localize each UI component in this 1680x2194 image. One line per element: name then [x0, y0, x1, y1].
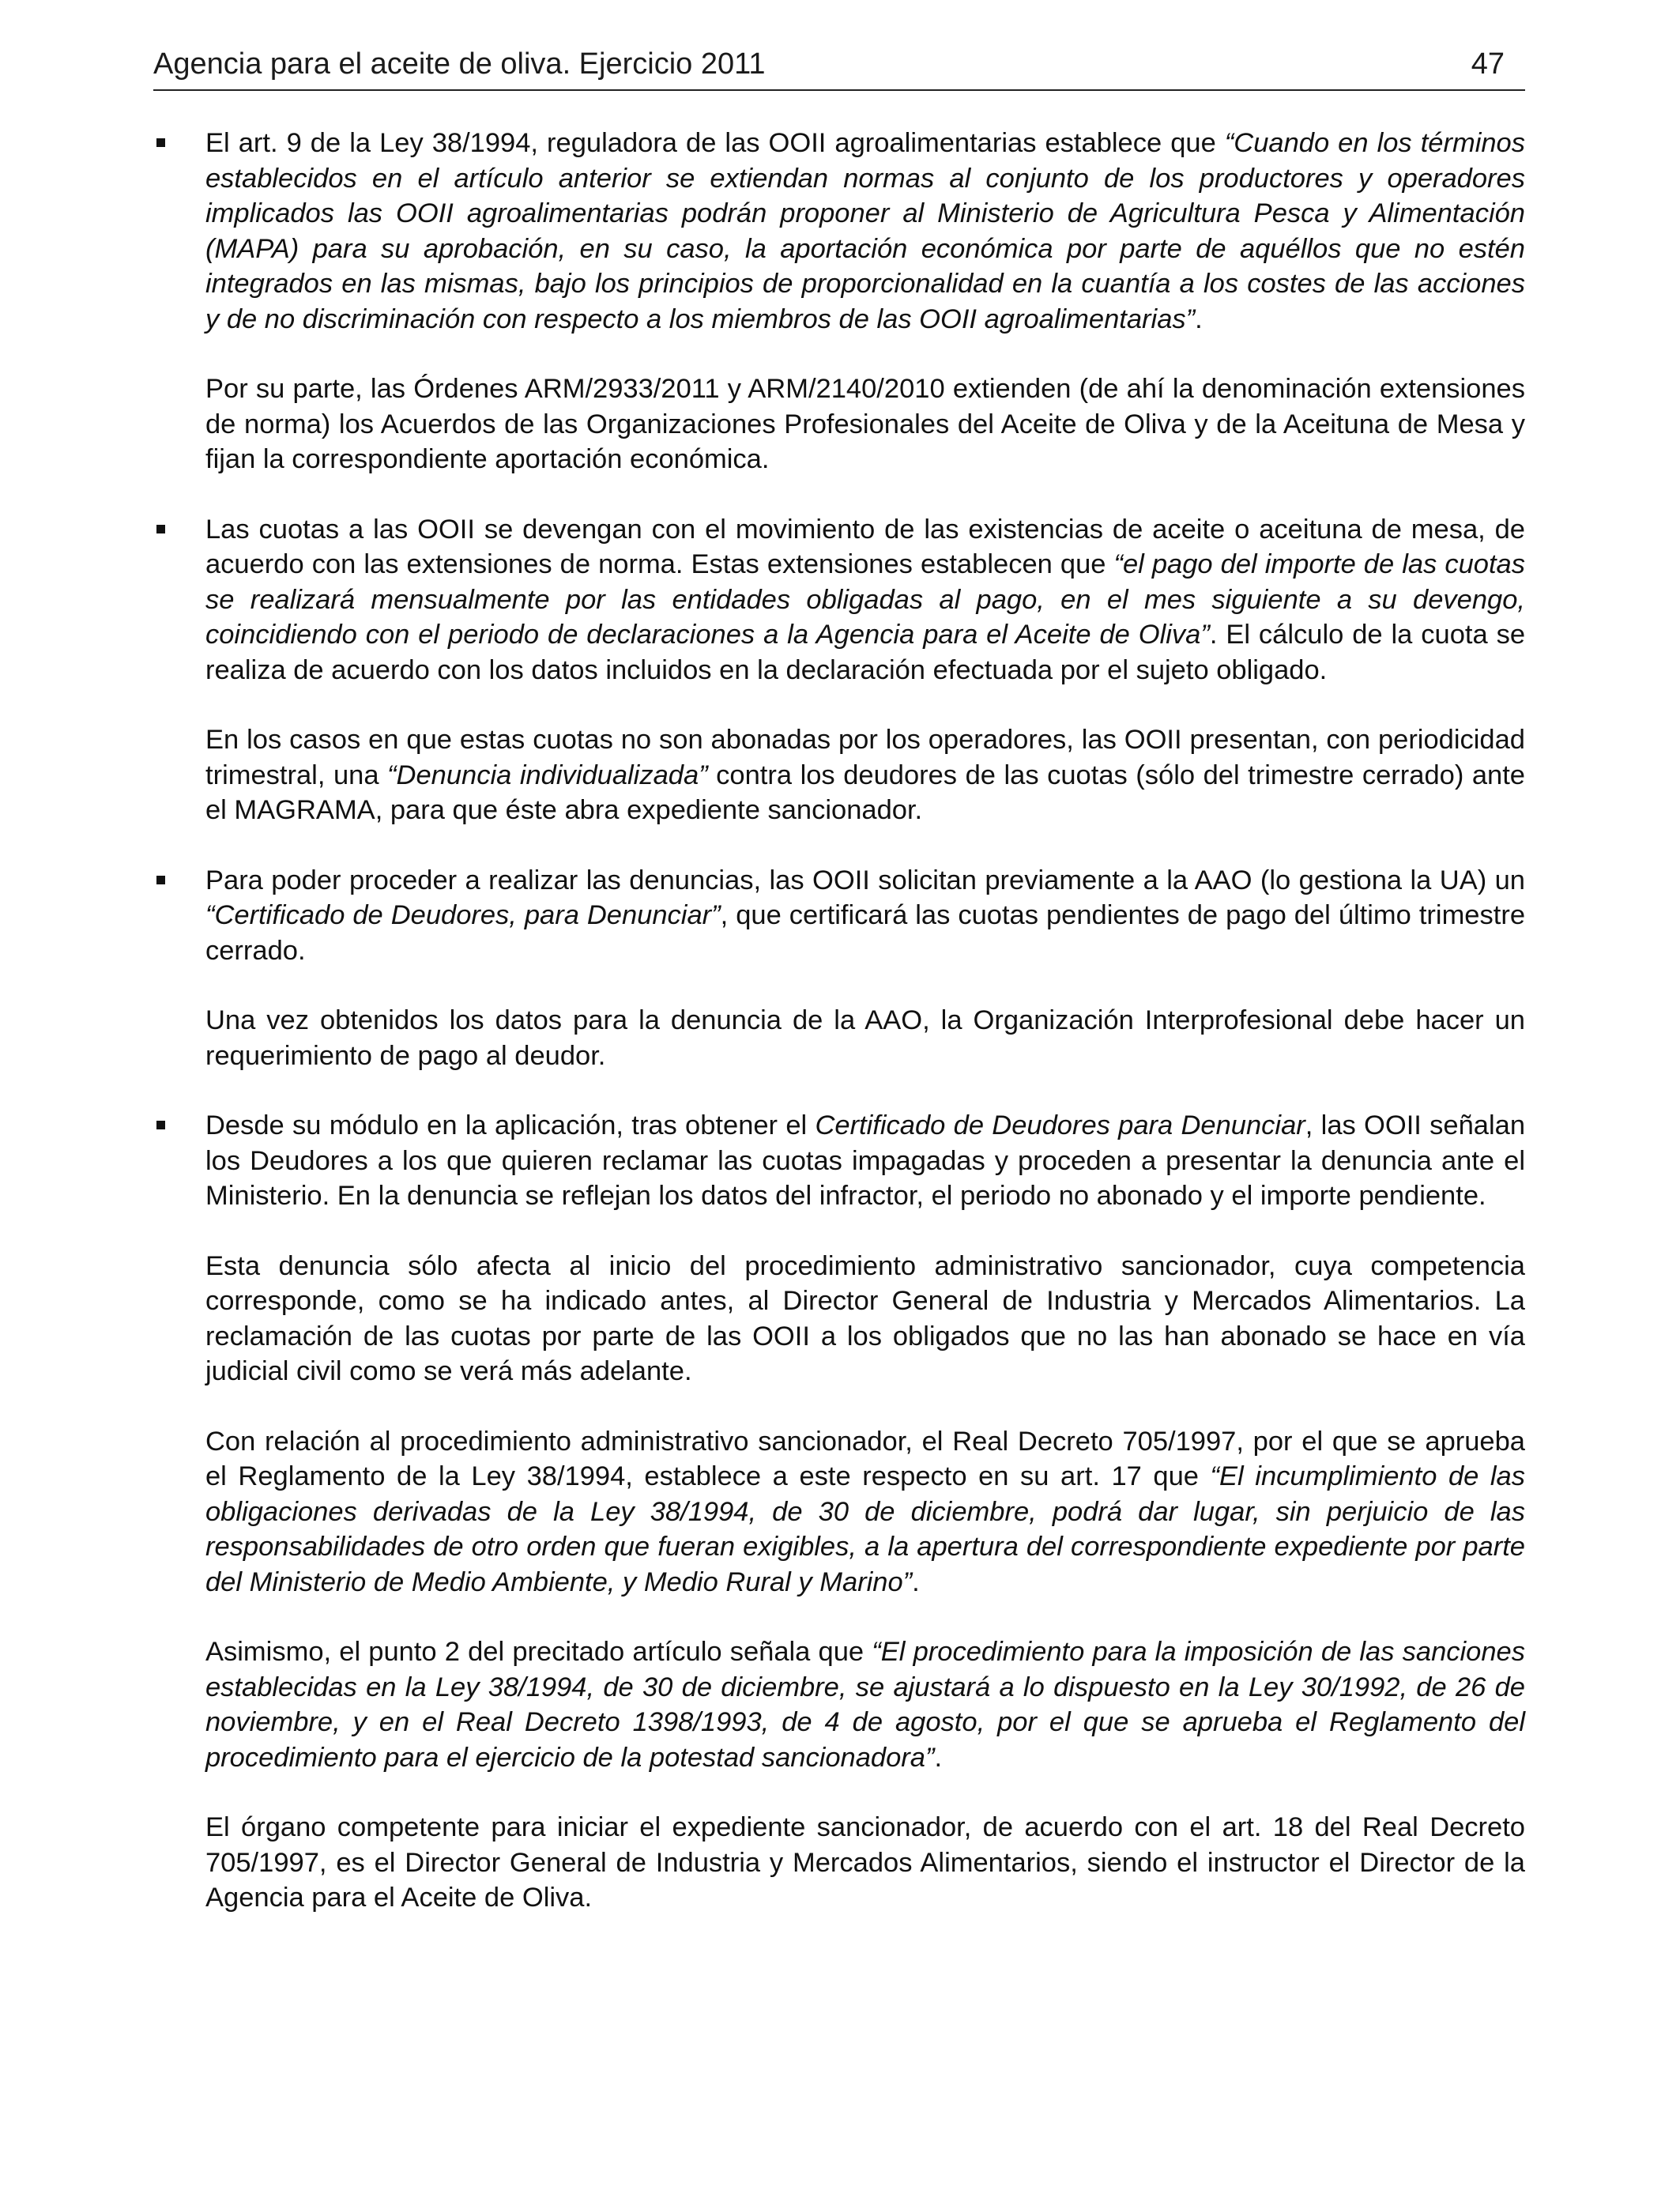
text-run: Para poder proceder a realizar las denuncias, las OOII solicitan previamente a la AAO (lo gestiona la UA) un	[205, 865, 1525, 895]
bullet-square-icon	[156, 525, 165, 533]
paragraph-text	[205, 512, 1525, 688]
bullet-item	[153, 126, 1525, 337]
quoted-text: “Denuncia individualizada”	[387, 760, 708, 790]
quoted-text: “Certificado de Deudores, para Denunciar”	[205, 900, 721, 930]
bullet-item	[153, 512, 1525, 688]
bullet-square-icon	[156, 876, 165, 884]
text-run: El órgano competente para iniciar el expediente sancionador, de acuerdo con el art. 18 del Real Decreto 705/1997, es el Director General de Industria y Mercados Alimentarios, siendo el instructor el Director de la Agencia para el Aceite de Oliva.	[205, 1812, 1525, 1913]
text-run: , las OOII señalan los Deudores a los que quieren reclamar las cuotas impagadas y proceden a presentar la denuncia ante el Ministerio. En la denuncia se reflejan los datos del infractor, el periodo no abonado y el importe pendiente.	[205, 1110, 1526, 1211]
bullet-item	[153, 1108, 1525, 1214]
text-run: .	[912, 1566, 920, 1597]
quoted-text: Certificado de Deudores para Denunciar	[815, 1110, 1305, 1140]
paragraph-block	[153, 722, 1525, 828]
paragraph-text	[205, 1003, 1525, 1073]
quoted-text: “el pago del importe de las cuotas se realizará mensualmente por las entidades obligadas al pago, en el mes siguiente a su devengo, coincidiendo con el periodo de declaraciones a la Agencia para el Aceite de Oliva”	[205, 549, 1525, 650]
bullet-square-icon	[156, 1121, 165, 1129]
bullet-item	[153, 863, 1525, 969]
text-run: Por su parte, las Órdenes ARM/2933/2011 y ARM/2140/2010 extienden (de ahí la denominación extensiones de norma) los Acuerdos de las Organizaciones Profesionales del Aceite de Oliva y de la Aceituna de Mesa y fijan la correspondiente aportación económica.	[205, 374, 1525, 474]
paragraph-text	[205, 1634, 1525, 1775]
document-body	[153, 126, 1525, 1916]
text-run: contra los deudores de las cuotas (sólo del trimestre cerrado) ante el MAGRAMA, para que éste abra expediente sancionador.	[205, 760, 1525, 825]
text-run: Con relación al procedimiento administrativo sancionador, el Real Decreto 705/1997, por el que se aprueba el Reglamento de la Ley 38/1994, establece a este respecto en su art. 17 que	[205, 1426, 1525, 1491]
paragraph-block	[153, 371, 1525, 477]
quoted-text: “Cuando en los términos establecidos en el artículo anterior se extiendan normas al conjunto de los productores y operadores implicados las OOII agroalimentarias podrán proponer al Ministerio de Agricultura Pesca y Alimentación (MAPA) para su aprobación, en su caso, la aportación económica por parte de aquéllos que no estén integrados en las mismas, bajo los principios de proporcionalidad en la cuantía a los costes de las acciones y de no discriminación con respecto a los miembros de las OOII agroalimentarias”	[205, 128, 1525, 334]
paragraph-text	[205, 1810, 1525, 1916]
paragraph-text	[205, 863, 1525, 969]
paragraph-block	[153, 1810, 1525, 1916]
text-run: Una vez obtenidos los datos para la denuncia de la AAO, la Organización Interprofesional debe hacer un requerimiento de pago al deudor.	[205, 1005, 1525, 1071]
bullet-square-icon	[156, 138, 165, 147]
text-run: Esta denuncia sólo afecta al inicio del procedimiento administrativo sancionador, cuya competencia corresponde, como se ha indicado antes, al Director General de Industria y Mercados Alimentarios. La reclamación de las cuotas por parte de las OOII a los obligados que no las han abonado se hace en vía judicial civil como se verá más adelante.	[205, 1250, 1525, 1386]
text-run: . El cálculo de la cuota se realiza de acuerdo con los datos incluidos en la declaración efectuada por el sujeto obligado.	[205, 620, 1526, 685]
paragraph-text	[205, 1424, 1525, 1600]
paragraph-text	[205, 126, 1525, 337]
paragraph-text	[205, 1108, 1525, 1214]
page-number: 47	[1471, 47, 1505, 81]
text-run: Las cuotas a las OOII se devengan con el movimiento de las existencias de aceite o aceituna de mesa, de acuerdo con las extensiones de norma. Estas extensiones establecen que	[205, 514, 1525, 579]
paragraph-text	[205, 1249, 1525, 1389]
paragraph-text	[205, 371, 1525, 477]
text-run: .	[934, 1742, 943, 1773]
text-run: , que certificará las cuotas pendientes de pago del último trimestre cerrado.	[205, 900, 1526, 966]
text-run: Asimismo, el punto 2 del precitado artículo señala que	[205, 1637, 872, 1667]
page-header	[153, 43, 1525, 91]
quoted-text: “El procedimiento para la imposición de las sanciones establecidas en la Ley 38/1994, de 30 de diciembre, se ajustará a lo dispuesto en la Ley 30/1992, de 26 de noviembre, y en el Real Decreto 1398/1993, de 4 de agosto, por el que se aprueba el Reglamento del procedimiento para el ejercicio de la potestad sancionadora”	[205, 1637, 1525, 1773]
header-title: Agencia para el aceite de oliva. Ejercicio 2011	[153, 47, 766, 81]
text-run: .	[1195, 303, 1203, 334]
paragraph-block	[153, 1424, 1525, 1600]
quoted-text: “El incumplimiento de las obligaciones derivadas de la Ley 38/1994, de 30 de diciembre, podrá dar lugar, sin perjuicio de las responsabilidades de otro orden que fueran exigibles, a la apertura del correspondiente expediente por parte del Ministerio de Medio Ambiente, y Medio Rural y Marino”	[205, 1461, 1525, 1597]
paragraph-block	[153, 1634, 1525, 1775]
paragraph-block	[153, 1249, 1525, 1389]
paragraph-text	[205, 722, 1525, 828]
text-run: En los casos en que estas cuotas no son abonadas por los operadores, las OOII presentan, con periodicidad trimestral, una	[205, 725, 1525, 790]
text-run: El art. 9 de la Ley 38/1994, reguladora de las OOII agroalimentarias establece que	[205, 128, 1225, 158]
document-page	[153, 43, 1525, 1951]
text-run: Desde su módulo en la aplicación, tras obtener el	[205, 1110, 816, 1140]
paragraph-block	[153, 1003, 1525, 1073]
